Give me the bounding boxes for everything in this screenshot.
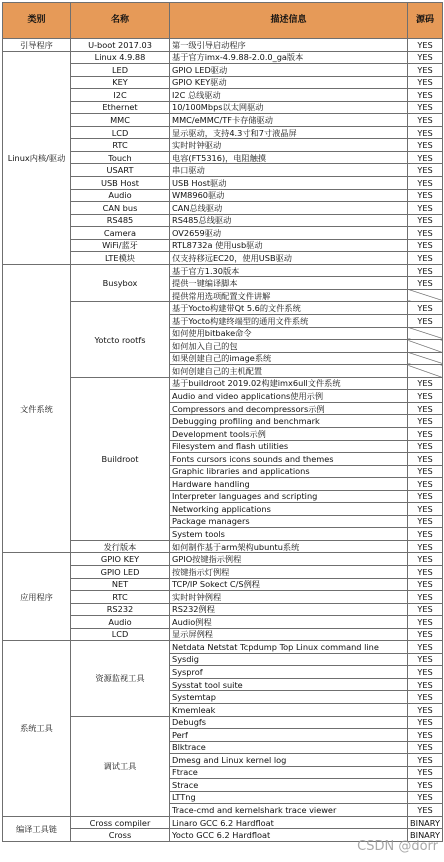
source-cell: YES: [408, 716, 443, 729]
table-row: [3, 816, 443, 829]
source-cell: YES: [408, 139, 443, 152]
description-cell: Graphic libraries and applications: [170, 465, 408, 478]
source-cell: YES: [408, 678, 443, 691]
description-cell: Compressors and decompressors示例: [170, 402, 408, 415]
name-cell: Ethernet: [71, 101, 170, 114]
source-cell: YES: [408, 791, 443, 804]
source-cell: YES: [408, 666, 443, 679]
name-cell: Yotcto rootfs: [71, 302, 170, 377]
description-cell: OV2659驱动: [170, 227, 408, 240]
source-cell: YES: [408, 302, 443, 315]
description-cell: 如何加入自己的包: [170, 340, 408, 353]
name-cell: LCD: [71, 126, 170, 139]
header-name: 名称: [71, 3, 170, 39]
source-cell: [408, 289, 443, 302]
category-cell: Linux内核/驱动: [3, 51, 71, 264]
source-cell: YES: [408, 653, 443, 666]
name-cell: USB Host: [71, 177, 170, 190]
source-cell: YES: [408, 603, 443, 616]
source-cell: YES: [408, 202, 443, 215]
source-cell: YES: [408, 515, 443, 528]
table-row: [3, 39, 443, 52]
source-cell: YES: [408, 741, 443, 754]
description-cell: 10/100Mbps以太网驱动: [170, 101, 408, 114]
name-cell: CAN bus: [71, 202, 170, 215]
description-cell: GPIO KEY驱动: [170, 76, 408, 89]
source-cell: [408, 352, 443, 365]
source-cell: YES: [408, 227, 443, 240]
description-cell: MMC/eMMC/TF卡存储驱动: [170, 114, 408, 127]
source-cell: YES: [408, 804, 443, 817]
source-cell: YES: [408, 691, 443, 704]
description-cell: 显示驱动，支持4.3寸和7寸液晶屏: [170, 126, 408, 139]
source-cell: YES: [408, 277, 443, 290]
description-cell: RS232例程: [170, 603, 408, 616]
name-cell: Cross compiler: [71, 816, 170, 829]
name-cell: 资源监视工具: [71, 641, 170, 716]
description-cell: Systemtap: [170, 691, 408, 704]
name-cell: RS485: [71, 214, 170, 227]
name-cell: RTC: [71, 591, 170, 604]
description-cell: Audio and video applications使用示例: [170, 390, 408, 403]
description-cell: LTTng: [170, 791, 408, 804]
source-cell: YES: [408, 616, 443, 629]
description-cell: Development tools示例: [170, 427, 408, 440]
source-cell: YES: [408, 101, 443, 114]
name-cell: Busybox: [71, 264, 170, 302]
source-cell: YES: [408, 390, 443, 403]
name-cell: I2C: [71, 89, 170, 102]
name-cell: KEY: [71, 76, 170, 89]
source-cell: YES: [408, 239, 443, 252]
source-cell: YES: [408, 565, 443, 578]
description-cell: Hardware handling: [170, 478, 408, 491]
category-cell: 引导程序: [3, 39, 71, 52]
description-cell: 基于buildroot 2019.02构建imx6ull文件系统: [170, 377, 408, 390]
name-cell: Camera: [71, 227, 170, 240]
category-cell: 文件系统: [3, 264, 71, 553]
source-cell: YES: [408, 89, 443, 102]
source-cell: YES: [408, 591, 443, 604]
source-cell: YES: [408, 315, 443, 328]
table-row: [3, 51, 443, 64]
name-cell: Linux 4.9.88: [71, 51, 170, 64]
source-cell: YES: [408, 729, 443, 742]
source-cell: [408, 365, 443, 378]
description-cell: Debugging profiling and benchmark: [170, 415, 408, 428]
spec-table: [2, 2, 443, 842]
source-cell: YES: [408, 540, 443, 553]
name-cell: 发行版本: [71, 540, 170, 553]
description-cell: Dmesg and Linux kernel log: [170, 754, 408, 767]
name-cell: LTE模块: [71, 252, 170, 265]
source-cell: YES: [408, 641, 443, 654]
name-cell: 调试工具: [71, 716, 170, 816]
description-cell: Yocto GCC 6.2 Hardfloat: [170, 829, 408, 842]
name-cell: MMC: [71, 114, 170, 127]
source-cell: YES: [408, 415, 443, 428]
description-cell: WM8960驱动: [170, 189, 408, 202]
category-cell: 编译工具链: [3, 816, 71, 841]
source-cell: YES: [408, 754, 443, 767]
description-cell: System tools: [170, 528, 408, 541]
source-cell: YES: [408, 465, 443, 478]
header-category: 类别: [3, 3, 71, 39]
source-cell: [408, 327, 443, 340]
description-cell: 基于Yocto构建终端型的通用文件系统: [170, 315, 408, 328]
description-cell: 提供常用选项配置文件讲解: [170, 289, 408, 302]
table-row: [3, 553, 443, 566]
source-cell: YES: [408, 440, 443, 453]
source-cell: YES: [408, 151, 443, 164]
name-cell: RTC: [71, 139, 170, 152]
source-cell: YES: [408, 628, 443, 641]
description-cell: 按键指示灯例程: [170, 565, 408, 578]
description-cell: 电容(FT5316)，电阻触摸: [170, 151, 408, 164]
description-cell: GPIO按键指示例程: [170, 553, 408, 566]
description-cell: 串口驱动: [170, 164, 408, 177]
description-cell: Sysprof: [170, 666, 408, 679]
source-cell: YES: [408, 402, 443, 415]
source-cell: YES: [408, 126, 443, 139]
description-cell: 基于Yocto构建带Qt 5.6的文件系统: [170, 302, 408, 315]
description-cell: Trace-cmd and kernelshark trace viewer: [170, 804, 408, 817]
source-cell: [408, 340, 443, 353]
description-cell: Kmemleak: [170, 703, 408, 716]
description-cell: 提供一键编译脚本: [170, 277, 408, 290]
description-cell: 基于官方imx-4.9.88-2.0.0_ga版本: [170, 51, 408, 64]
description-cell: 如何使用bitbake命令: [170, 327, 408, 340]
description-cell: Linaro GCC 6.2 Hardfloat: [170, 816, 408, 829]
table-row: [3, 641, 443, 654]
source-cell: YES: [408, 114, 443, 127]
name-cell: LED: [71, 64, 170, 77]
description-cell: Filesystem and flash utilities: [170, 440, 408, 453]
description-cell: CAN总线驱动: [170, 202, 408, 215]
description-cell: Fonts cursors icons sounds and themes: [170, 453, 408, 466]
source-cell: YES: [408, 164, 443, 177]
description-cell: Networking applications: [170, 503, 408, 516]
name-cell: Audio: [71, 189, 170, 202]
source-cell: YES: [408, 490, 443, 503]
description-cell: Strace: [170, 779, 408, 792]
source-cell: YES: [408, 264, 443, 277]
description-cell: Ftrace: [170, 766, 408, 779]
description-cell: Audio例程: [170, 616, 408, 629]
description-cell: Debugfs: [170, 716, 408, 729]
name-cell: Audio: [71, 616, 170, 629]
category-cell: 应用程序: [3, 553, 71, 641]
description-cell: Sysdig: [170, 653, 408, 666]
table-row: [3, 264, 443, 277]
header-description: 描述信息: [170, 3, 408, 39]
description-cell: TCP/IP Sokect C/S例程: [170, 578, 408, 591]
source-cell: YES: [408, 64, 443, 77]
source-cell: YES: [408, 503, 443, 516]
name-cell: Cross: [71, 829, 170, 842]
description-cell: 基于官方1.30版本: [170, 264, 408, 277]
header-row: [3, 3, 443, 39]
source-cell: YES: [408, 76, 443, 89]
description-cell: I2C 总线驱动: [170, 89, 408, 102]
description-cell: 实时时钟例程: [170, 591, 408, 604]
name-cell: USART: [71, 164, 170, 177]
name-cell: RS232: [71, 603, 170, 616]
description-cell: Netdata Netstat Tcpdump Top Linux command line: [170, 641, 408, 654]
source-cell: YES: [408, 427, 443, 440]
source-cell: BINARY: [408, 829, 443, 842]
source-cell: YES: [408, 703, 443, 716]
description-cell: Perf: [170, 729, 408, 742]
name-cell: GPIO KEY: [71, 553, 170, 566]
description-cell: Interpreter languages and scripting: [170, 490, 408, 503]
name-cell: WiFi/蓝牙: [71, 239, 170, 252]
name-cell: Touch: [71, 151, 170, 164]
source-cell: YES: [408, 189, 443, 202]
description-cell: 如果创建自己的image系统: [170, 352, 408, 365]
source-cell: YES: [408, 766, 443, 779]
description-cell: 第一级引导启动程序: [170, 39, 408, 52]
source-cell: YES: [408, 252, 443, 265]
watermark: CSDN @dorr: [357, 839, 438, 854]
name-cell: U-boot 2017.03: [71, 39, 170, 52]
description-cell: 实时时钟驱动: [170, 139, 408, 152]
name-cell: LCD: [71, 628, 170, 641]
description-cell: Package managers: [170, 515, 408, 528]
name-cell: Buildroot: [71, 377, 170, 540]
description-cell: 仅支持移远EC20，使用USB驱动: [170, 252, 408, 265]
source-cell: BINARY: [408, 816, 443, 829]
description-cell: 如何创建自己的主机配置: [170, 365, 408, 378]
description-cell: 如何制作基于arm架构ubuntu系统: [170, 540, 408, 553]
source-cell: YES: [408, 453, 443, 466]
source-cell: YES: [408, 528, 443, 541]
table-body: [3, 39, 443, 842]
name-cell: NET: [71, 578, 170, 591]
source-cell: YES: [408, 177, 443, 190]
category-cell: 系统工具: [3, 641, 71, 817]
source-cell: YES: [408, 377, 443, 390]
description-cell: Blktrace: [170, 741, 408, 754]
header-source: 源码: [408, 3, 443, 39]
description-cell: Sysstat tool suite: [170, 678, 408, 691]
source-cell: YES: [408, 39, 443, 52]
source-cell: YES: [408, 553, 443, 566]
source-cell: YES: [408, 578, 443, 591]
source-cell: YES: [408, 478, 443, 491]
description-cell: GPIO LED驱动: [170, 64, 408, 77]
name-cell: GPIO LED: [71, 565, 170, 578]
description-cell: USB Host驱动: [170, 177, 408, 190]
source-cell: YES: [408, 214, 443, 227]
description-cell: RTL8732a 使用usb驱动: [170, 239, 408, 252]
source-cell: YES: [408, 779, 443, 792]
description-cell: RS485总线驱动: [170, 214, 408, 227]
source-cell: YES: [408, 51, 443, 64]
description-cell: 显示屏例程: [170, 628, 408, 641]
